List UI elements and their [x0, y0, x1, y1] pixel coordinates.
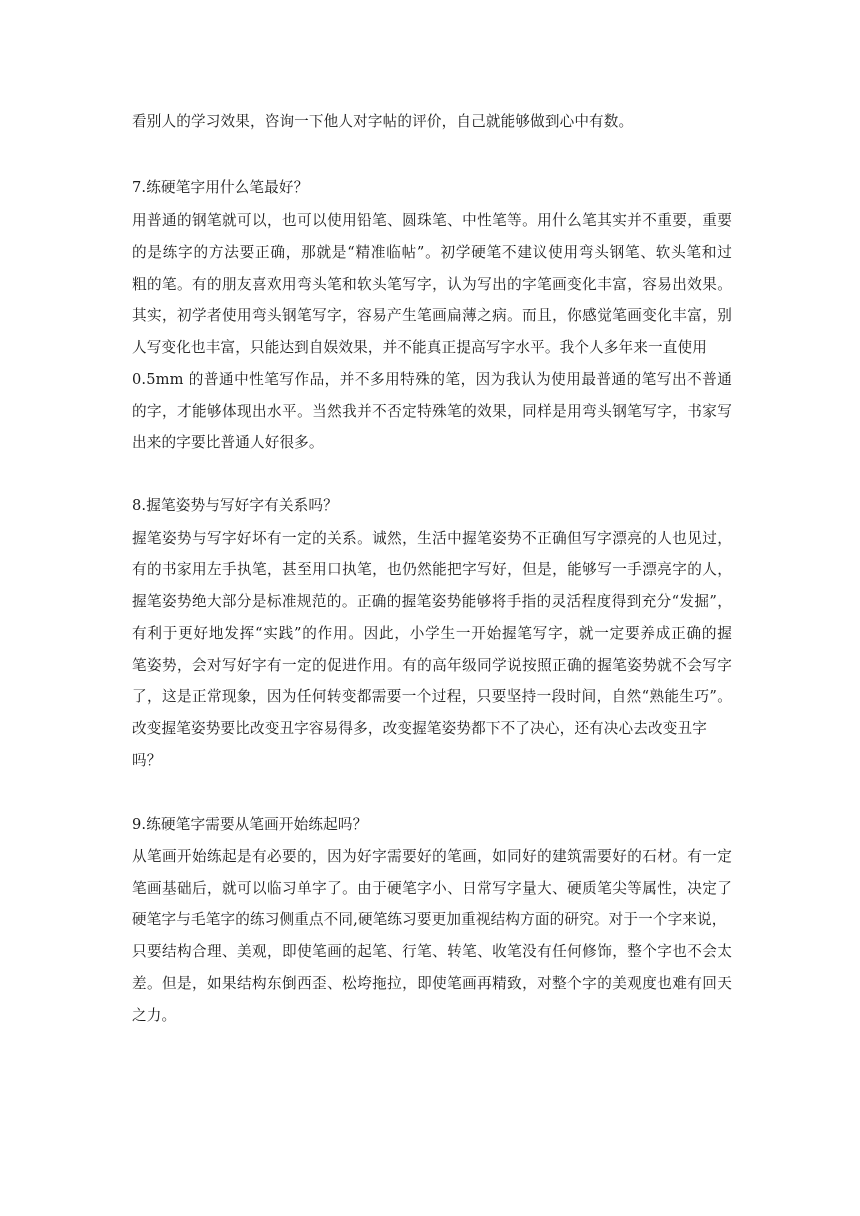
section-8-line-4: 有利于更好地发挥“实践”的作用。因此，小学生一开始握笔写字，就一定要养成正确的握: [132, 625, 732, 642]
section-8-line-6: 了，这是正常现象，因为任何转变都需要一个过程，只要坚持一段时间，自然“熟能生巧”。: [132, 688, 732, 705]
section-8-line-1: 握笔姿势与写字好坏有一定的关系。诚然，生活中握笔姿势不正确但写字漂亮的人也见过，: [132, 530, 732, 547]
section-9-line-4: 只要结构合理、美观，即使笔画的起笔、行笔、转笔、收笔没有任何修饰，整个字也不会太: [132, 943, 732, 960]
section-8-line-5: 笔姿势，会对写好字有一定的促进作用。有的高年级同学说按照正确的握笔姿势就不会写字: [132, 657, 732, 674]
section-8-line-8: 吗？: [132, 752, 162, 769]
section-9-line-6: 之力。: [132, 1007, 177, 1024]
section-7-line-5: 人写变化也丰富，只能达到自娱效果，并不能真正提高写字水平。我个人多年来一直使用: [132, 339, 708, 356]
section-7-line-8: 出来的字要比普通人好很多。: [132, 434, 324, 451]
section-8-line-3: 握笔姿势绝大部分是标准规范的。正确的握笔姿势能够将手指的灵活程度得到充分“发掘”，: [132, 593, 732, 610]
section-7-line-7: 的字，才能够体现出水平。当然我并不否定特殊笔的效果，同样是用弯头钢笔写字，书家写: [132, 403, 732, 420]
section-8-line-2: 有的书家用左手执笔，甚至用口执笔，也仍然能把字写好，但是，能够写一手漂亮字的人，: [132, 561, 732, 578]
section-9-line-1: 从笔画开始练起是有必要的，因为好字需要好的笔画，如同好的建筑需要好的石材。有一定: [132, 848, 732, 865]
section-9-line-5: 差。但是，如果结构东倒西歪、松垮拖拉，即使笔画再精致，对整个字的美观度也难有回天: [132, 975, 732, 992]
section-9-line-2: 笔画基础后，就可以临习单字了。由于硬笔字小、日常写字量大、硬质笔尖等属性，决定了: [132, 880, 732, 897]
section-8-line-7: 改变握笔姿势要比改变丑字容易得多，改变握笔姿势都下不了决心，还有决心去改变丑字: [132, 720, 708, 737]
section-7-line-4: 其实，初学者使用弯头钢笔写字，容易产生笔画扁薄之病。而且，你感觉笔画变化丰富，别: [132, 307, 732, 324]
section-7-line-6: 0.5mm 的普通中性笔写作品，并不多用特殊的笔，因为我认为使用最普通的笔写出不普通: [132, 371, 732, 388]
section-7-line-1: 用普通的钢笔就可以，也可以使用铅笔、圆珠笔、中性笔等。用什么笔其实并不重要，重要: [132, 212, 732, 229]
section-8-heading: 8.握笔姿势与写好字有关系吗？: [132, 497, 338, 514]
intro-line-1: 看别人的学习效果，咨询一下他人对字帖的评价，自己就能够做到心中有数。: [132, 113, 634, 130]
section-9-line-3: 硬笔字与毛笔字的练习侧重点不同,硬笔练习要更加重视结构方面的研究。对于一个字来说，: [132, 911, 727, 928]
section-9-heading: 9.练硬笔字需要从笔画开始练起吗？: [132, 816, 368, 833]
section-7-heading: 7.练硬笔字用什么笔最好？: [132, 179, 309, 196]
section-7-line-3: 粗的笔。有的朋友喜欢用弯头笔和软头笔写字，认为写出的字笔画变化丰富，容易出效果。: [132, 276, 732, 293]
section-7-line-2: 的是练字的方法要正确，那就是“精准临帖”。初学硬笔不建议使用弯头钢笔、软头笔和过: [132, 244, 732, 261]
